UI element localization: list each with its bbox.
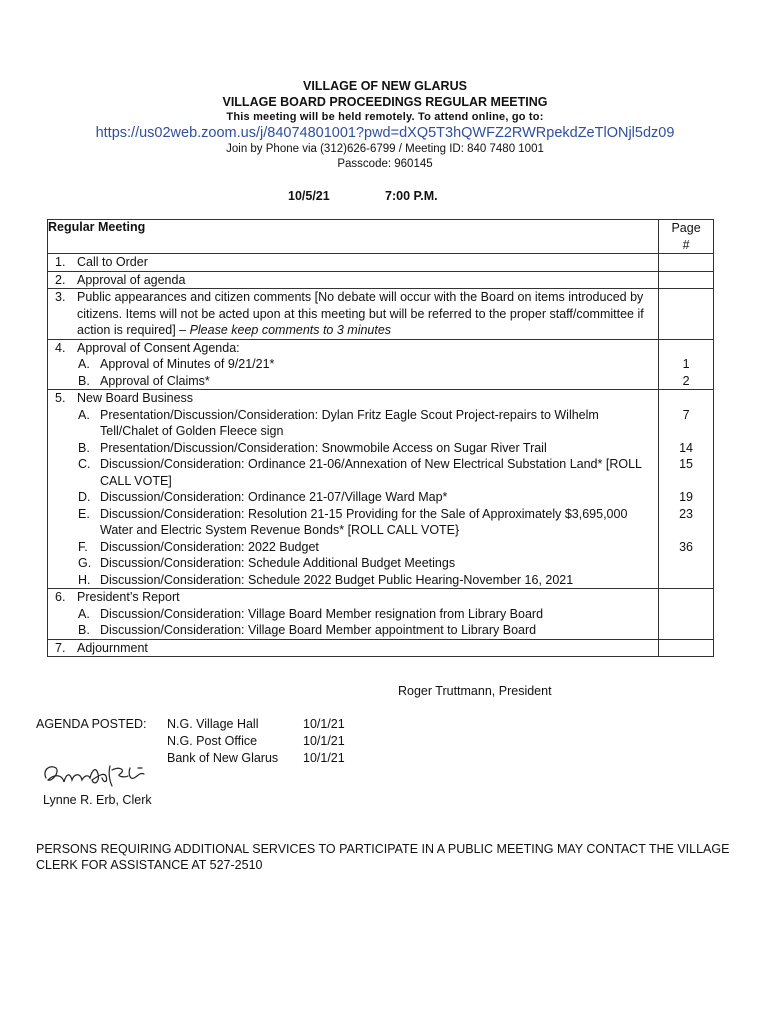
agenda-subitem xyxy=(48,440,658,457)
handwritten-signature xyxy=(40,760,152,790)
agenda-item xyxy=(48,289,658,339)
page-number-cell xyxy=(659,339,714,390)
agenda-row xyxy=(48,589,714,640)
agenda-item-cell xyxy=(48,390,659,589)
item-number: 6. xyxy=(55,590,66,604)
agenda-item-cell xyxy=(48,271,659,289)
agenda-item-cell xyxy=(48,639,659,657)
page-number xyxy=(659,522,713,539)
page-number: 23 xyxy=(679,506,694,521)
agenda-subitem xyxy=(48,506,658,539)
agenda-heading: Regular Meeting xyxy=(48,220,659,254)
item-number: G. xyxy=(78,556,92,570)
page-number: 7 xyxy=(682,407,690,422)
item-number: H. xyxy=(78,572,91,587)
page-number: 14 xyxy=(679,440,694,455)
agenda-subitem xyxy=(48,606,658,623)
item-text: New Board Business xyxy=(77,391,194,405)
page-number xyxy=(659,423,713,440)
item-text: Call to Order xyxy=(77,255,148,269)
item-number: E. xyxy=(78,506,90,521)
meeting-date: 10/5/21 xyxy=(288,189,330,203)
agenda-subitem xyxy=(48,489,658,506)
item-number: A. xyxy=(78,407,90,422)
item-number: B. xyxy=(78,440,90,455)
agenda-subitem xyxy=(48,356,658,373)
item-text: Discussion/Consideration: Resolution 21-15 Providing for the Sale of Approximately $3,695,000 Water and Electric System Revenue Bonds* [ROLL CALL VOTE} xyxy=(100,506,628,537)
agenda-item-cell xyxy=(48,289,659,340)
item-text: Discussion/Consideration: Ordinance 21-07/Village Ward Map* xyxy=(100,490,448,504)
item-number: 2. xyxy=(55,272,66,287)
agenda-posted-label: AGENDA POSTED: xyxy=(36,717,147,731)
posting-date: 10/1/21 xyxy=(303,717,345,731)
zoom-link[interactable]: https://us02web.zoom.us/j/84074801001?pwd=dXQ5T3hQWFZ2RWRpekdZeTlONjl5dz09 xyxy=(95,125,675,141)
page-number-cell xyxy=(659,589,714,640)
meeting-time: 7:00 P.M. xyxy=(385,189,438,203)
document-subtitle: VILLAGE BOARD PROCEEDINGS REGULAR MEETING xyxy=(222,95,548,109)
posting-date: 10/1/21 xyxy=(303,734,345,748)
item-number: A. xyxy=(78,357,90,371)
agenda-row xyxy=(48,390,714,589)
item-text: Discussion/Consideration: Schedule Additional Budget Meetings xyxy=(100,556,456,570)
agenda-subitem xyxy=(48,555,658,572)
agenda-item xyxy=(48,640,658,657)
agenda-subitem xyxy=(48,456,658,489)
agenda-item xyxy=(48,340,658,357)
item-text: Discussion/Consideration: Ordinance 21-06/Annexation of New Electrical Substation Land* [ROLL CALL VOTE] xyxy=(100,457,642,488)
accessibility-notice: PERSONS REQUIRING ADDITIONAL SERVICES TO PARTICIPATE IN A PUBLIC MEETING MAY CONTACT THE VILLAGE CLERK FOR ASSISTANCE AT 527-2510 xyxy=(36,842,730,872)
agenda-row xyxy=(48,289,714,340)
item-text: Approval of Consent Agenda: xyxy=(77,340,240,355)
item-number: 5. xyxy=(55,391,66,405)
item-text: Approval of Minutes of 9/21/21* xyxy=(100,357,275,371)
passcode: Passcode: 960145 xyxy=(337,158,433,170)
clerk-signature: Lynne R. Erb, Clerk xyxy=(43,793,152,807)
item-text: Discussion/Consideration: Village Board Member appointment to Library Board xyxy=(100,623,537,637)
page-number xyxy=(659,390,713,407)
page-number-cell xyxy=(659,639,714,657)
page-number xyxy=(659,340,713,357)
item-text: Approval of Claims* xyxy=(100,373,210,388)
page-number: 15 xyxy=(679,457,694,471)
page-number-cell xyxy=(659,254,714,272)
item-text: President’s Report xyxy=(77,590,180,604)
posting-location: N.G. Post Office xyxy=(167,734,258,748)
item-number: F. xyxy=(78,539,88,554)
page-number: 1 xyxy=(682,357,690,371)
page-number-cell xyxy=(659,390,714,589)
agenda-subitem xyxy=(48,622,658,639)
agenda-item xyxy=(48,589,658,606)
item-number: 3. xyxy=(55,290,66,304)
page-heading-line1: Page xyxy=(671,221,701,235)
page-number: 19 xyxy=(679,490,694,504)
phone-info: Join by Phone via (312)626-6799 / Meeting ID: 840 7480 1001 xyxy=(226,143,544,155)
item-text: Adjournment xyxy=(77,640,148,655)
page-number xyxy=(659,555,713,572)
item-text: Presentation/Discussion/Consideration: Snowmobile Access on Sugar River Trail xyxy=(100,440,547,455)
item-text: Approval of agenda xyxy=(77,272,186,287)
item-number: B. xyxy=(78,373,90,388)
item-number: 4. xyxy=(55,340,66,355)
page-number-cell xyxy=(659,271,714,289)
posting-locations xyxy=(167,716,278,767)
agenda-item-cell xyxy=(48,339,659,390)
item-text: Presentation/Discussion/Consideration: Dylan Fritz Eagle Scout Project-repairs to Wilhelm Tell/Chalet of Golden Fleece sign xyxy=(100,407,599,438)
agenda-item xyxy=(48,254,658,271)
agenda-subitem xyxy=(48,373,658,390)
agenda-subitem xyxy=(48,539,658,556)
agenda-header-row xyxy=(48,220,714,254)
agenda-row xyxy=(48,339,714,390)
page-heading-line2: # xyxy=(682,237,690,252)
page-number: 2 xyxy=(682,373,690,388)
item-number: D. xyxy=(78,490,91,504)
remote-meeting-note: This meeting will be held remotely. To attend online, go to: xyxy=(226,111,544,123)
agenda-subitem xyxy=(48,572,658,589)
posting-location: Bank of New Glarus xyxy=(167,751,279,765)
agenda-table xyxy=(47,219,714,657)
item-number: B. xyxy=(78,623,90,637)
agenda-subitem xyxy=(48,407,658,440)
page-number xyxy=(659,572,713,589)
agenda-item-cell xyxy=(48,589,659,640)
agenda-row xyxy=(48,271,714,289)
page-number-cell xyxy=(659,289,714,340)
page-number: 36 xyxy=(679,539,694,554)
item-number: C. xyxy=(78,457,91,471)
item-text: Discussion/Consideration: Schedule 2022 Budget Public Hearing-November 16, 2021 xyxy=(100,572,574,587)
item-number: A. xyxy=(78,606,90,621)
posting-dates xyxy=(303,716,345,767)
page-column-heading xyxy=(659,220,714,254)
item-italic-note: Please keep comments to 3 minutes xyxy=(189,323,392,337)
agenda-item-cell xyxy=(48,254,659,272)
document-title: VILLAGE OF NEW GLARUS xyxy=(303,79,467,93)
item-text: Discussion/Consideration: Village Board Member resignation from Library Board xyxy=(100,606,544,621)
item-number: 1. xyxy=(55,255,66,269)
posting-location: N.G. Village Hall xyxy=(167,717,259,731)
agenda-item xyxy=(48,390,658,407)
agenda-item xyxy=(48,272,658,289)
page-number xyxy=(659,473,713,490)
item-text: Discussion/Consideration: 2022 Budget xyxy=(100,539,319,554)
item-number: 7. xyxy=(55,640,66,655)
president-signature: Roger Truttmann, President xyxy=(398,684,552,698)
agenda-row xyxy=(48,254,714,272)
posting-date: 10/1/21 xyxy=(303,751,345,765)
agenda-row xyxy=(48,639,714,657)
item-text: Public appearances and citizen comments [No debate will occur with the Board on items introduced by citizens. Items will not be acted upon at this meeting but will be referred to the proper staff/committee if action is required] – xyxy=(77,290,644,337)
